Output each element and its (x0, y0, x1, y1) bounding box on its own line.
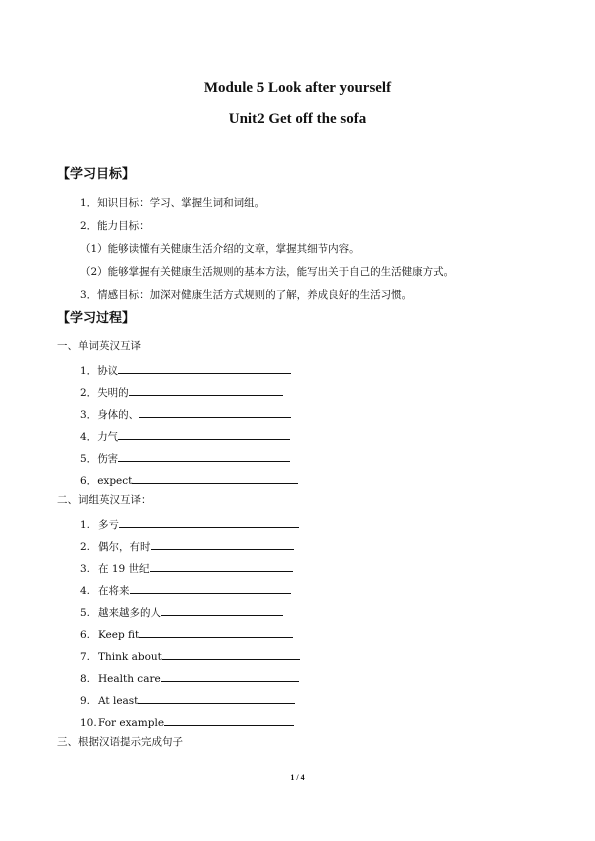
list-item (80, 626, 293, 642)
item-number: 2. (80, 541, 91, 553)
list-item (80, 428, 290, 444)
answer-blank[interactable] (129, 384, 283, 396)
item-number: 3. (80, 563, 91, 575)
list-item (80, 384, 283, 400)
list-item (80, 450, 290, 466)
section2-title: 二、词组英汉互译： (57, 494, 152, 506)
list-item (80, 582, 291, 598)
answer-blank[interactable] (139, 406, 291, 418)
answer-blank[interactable] (118, 450, 290, 462)
page-number: 1 / 4 (290, 773, 305, 782)
item-number: 7. (80, 651, 91, 663)
answer-blank[interactable] (118, 428, 290, 440)
list-item (80, 648, 300, 664)
item-text: 偶尔，有时 (98, 541, 151, 553)
list-item (80, 604, 283, 620)
item-number: 4． (80, 431, 98, 443)
page-title: Module 5 Look after yourself (203, 80, 392, 96)
item-text: Health care (98, 673, 161, 685)
section3-title: 三、根据汉语提示完成句子 (57, 736, 183, 748)
goal-line-4: （2）能够掌握有关健康生活规则的基本方法，能写出关于自己的生活健康方式。 (80, 266, 455, 278)
list-item (80, 560, 293, 576)
answer-blank[interactable] (151, 538, 294, 550)
item-text: Keep fit (98, 629, 140, 641)
item-text: 在 19 世纪 (98, 563, 150, 575)
answer-blank[interactable] (139, 626, 293, 638)
answer-blank[interactable] (118, 362, 291, 374)
answer-blank[interactable] (161, 604, 283, 616)
item-number: 5. (80, 607, 91, 619)
goals-heading: 【学习目标】 (57, 167, 136, 182)
item-number: 2． (80, 387, 98, 399)
item-number: 4. (80, 585, 91, 597)
item-text: Think about (98, 651, 162, 663)
list-item (80, 714, 294, 730)
answer-blank[interactable] (150, 560, 293, 572)
item-number: 5． (80, 453, 98, 465)
answer-blank[interactable] (119, 516, 299, 528)
item-text: 失明的 (97, 387, 129, 399)
item-number: 1． (80, 365, 98, 377)
answer-blank[interactable] (162, 648, 300, 660)
answer-blank[interactable] (164, 714, 294, 726)
process-heading: 【学习过程】 (57, 311, 136, 326)
answer-blank[interactable] (132, 472, 298, 484)
answer-blank[interactable] (130, 582, 291, 594)
item-text: 多亏 (98, 519, 119, 531)
goal-line-5: 3．情感目标：加深对健康生活方式规则的了解，养成良好的生活习惯。 (80, 289, 413, 301)
item-text: 伤害 (97, 453, 119, 465)
page-subtitle: Unit2 Get off the sofa (228, 111, 367, 127)
goal-line-1: 1．知识目标：学习、掌握生词和词组。 (80, 197, 266, 209)
list-item (80, 538, 294, 554)
answer-blank[interactable] (161, 670, 299, 682)
item-number: 10. (80, 717, 97, 729)
list-item (80, 516, 299, 532)
item-text: 越来越多的人 (98, 607, 161, 619)
item-number: 6． (80, 475, 98, 487)
item-number: 9. (80, 695, 91, 707)
list-item (80, 406, 291, 422)
list-item (80, 670, 299, 686)
list-item (80, 362, 291, 378)
item-number: 3． (80, 409, 98, 421)
item-text: 身体的、 (97, 409, 140, 421)
list-item (80, 472, 298, 488)
goal-line-3: （1）能够读懂有关健康生活介绍的文章，掌握其细节内容。 (80, 243, 360, 255)
item-text: 力气 (97, 431, 119, 443)
item-text: For example (98, 717, 165, 729)
item-number: 6. (80, 629, 91, 641)
goal-line-2: 2．能力目标： (80, 220, 150, 232)
answer-blank[interactable] (138, 692, 295, 704)
list-item (80, 692, 295, 708)
item-text: 协议 (97, 365, 119, 377)
item-number: 8. (80, 673, 91, 685)
item-number: 1. (80, 519, 91, 531)
item-text: expect (97, 475, 133, 487)
item-text: 在将来 (98, 585, 130, 597)
section1-title: 一、单词英汉互译 (57, 340, 141, 352)
item-text: At least (98, 695, 139, 707)
